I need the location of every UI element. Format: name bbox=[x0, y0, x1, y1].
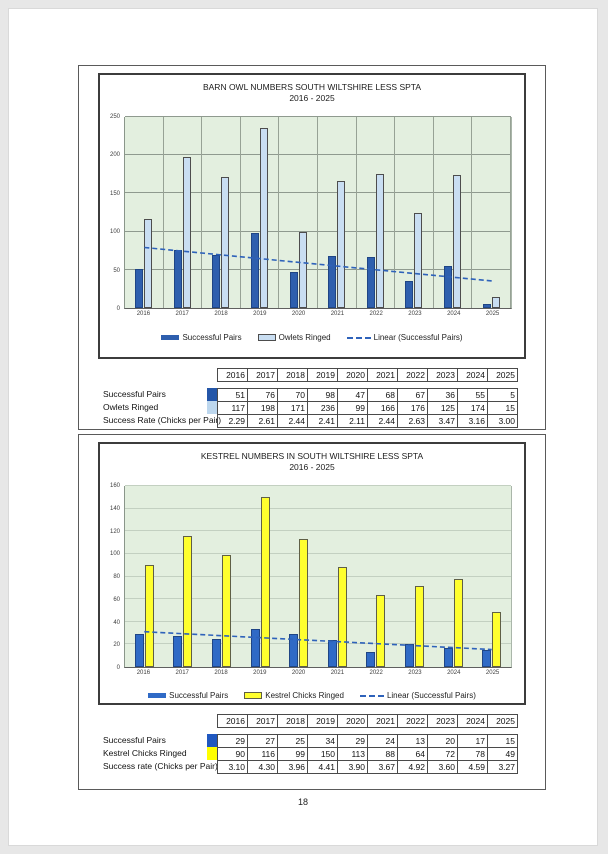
bar-successful-pairs-2020 bbox=[289, 634, 298, 667]
y-axis-tick-label: 20 bbox=[113, 642, 120, 649]
x-axis-tick-label: 2017 bbox=[175, 311, 189, 317]
table-value-cell: 3.47 bbox=[427, 414, 458, 428]
page-number: 18 bbox=[297, 797, 308, 807]
legend-label: Owlets Ringed bbox=[278, 333, 331, 342]
chart-title-line2: 2016 - 2025 bbox=[289, 93, 335, 103]
x-axis-tick-label: 2025 bbox=[485, 311, 500, 317]
bar-owlets-ringed-2024 bbox=[453, 175, 461, 308]
table-row bbox=[103, 414, 545, 428]
table-value-cell: 125 bbox=[427, 401, 458, 415]
table-row-swatch bbox=[207, 414, 217, 427]
bar-successful-pairs-2019 bbox=[251, 233, 259, 308]
table-year-cell: 2018 bbox=[277, 714, 308, 728]
bar-kestrel-chicks-ringed-2025 bbox=[492, 612, 501, 667]
legend-label: Successful Pairs bbox=[169, 691, 229, 700]
y-axis-tick-label: 120 bbox=[109, 528, 120, 535]
plot-area-wrap bbox=[109, 114, 512, 312]
table-value-cell: 5 bbox=[487, 388, 518, 402]
table-row-label: Owlets Ringed bbox=[103, 402, 159, 412]
table-value-cell: 4.92 bbox=[397, 760, 428, 774]
y-axis-tick-label: 80 bbox=[113, 574, 120, 580]
table-value-cell: 236 bbox=[307, 401, 338, 415]
table-year-cell: 2023 bbox=[427, 368, 458, 382]
category-group-2023 bbox=[395, 117, 434, 308]
table-value-cell: 166 bbox=[367, 401, 398, 415]
table-value-cell: 174 bbox=[457, 401, 488, 415]
category-group-2018 bbox=[202, 117, 241, 308]
bar-groups bbox=[125, 486, 511, 667]
table-value-cell: 70 bbox=[277, 388, 308, 402]
table-row-label: Kestrel Chicks Ringed bbox=[103, 748, 187, 758]
y-axis-tick-label: 60 bbox=[113, 596, 120, 603]
x-axis-tick-label: 2021 bbox=[330, 311, 345, 317]
x-axis-tick-label: 2024 bbox=[447, 311, 461, 317]
bar-kestrel-chicks-ringed-2016 bbox=[145, 565, 154, 667]
legend-item bbox=[347, 333, 463, 342]
chart-legend bbox=[100, 333, 524, 342]
table-row bbox=[103, 760, 545, 774]
bar-successful-pairs-2021 bbox=[328, 256, 336, 308]
table-row bbox=[103, 747, 545, 761]
table-value-cell: 98 bbox=[307, 388, 338, 402]
table-value-cell: 67 bbox=[397, 388, 428, 402]
chart-title-line1: KESTREL NUMBERS IN SOUTH WILTSHIRE LESS SPTA bbox=[200, 451, 424, 461]
legend-swatch-outlined bbox=[244, 692, 262, 699]
table-value-cell: 25 bbox=[277, 734, 308, 748]
bar-kestrel-chicks-ringed-2021 bbox=[338, 567, 347, 667]
legend-item bbox=[161, 333, 241, 342]
x-axis-tick-label: 2021 bbox=[330, 670, 345, 676]
table-value-cell: 176 bbox=[397, 401, 428, 415]
legend-item bbox=[244, 691, 344, 700]
bar-owlets-ringed-2025 bbox=[492, 297, 500, 308]
table-value-cell: 2.41 bbox=[307, 414, 338, 428]
table-year-cell: 2016 bbox=[217, 368, 248, 382]
table-year-cell: 2023 bbox=[427, 714, 458, 728]
x-axis-tick-label: 2018 bbox=[214, 311, 228, 317]
table-value-cell: 2.11 bbox=[337, 414, 368, 428]
x-axis-labels bbox=[124, 311, 512, 317]
bar-successful-pairs-2019 bbox=[251, 629, 260, 667]
bar-successful-pairs-2024 bbox=[444, 648, 453, 667]
x-axis-tick-label: 2016 bbox=[136, 670, 151, 676]
legend-swatch-solid bbox=[148, 693, 166, 698]
table-value-cell: 78 bbox=[457, 747, 488, 761]
bar-successful-pairs-2023 bbox=[405, 281, 413, 309]
data-table-kestrel bbox=[103, 714, 545, 774]
table-value-cell: 64 bbox=[397, 747, 428, 761]
table-value-cell: 117 bbox=[217, 401, 248, 415]
table-row-swatch bbox=[207, 401, 217, 414]
bar-successful-pairs-2022 bbox=[367, 257, 375, 308]
table-year-cell: 2022 bbox=[397, 368, 428, 382]
table-data-rows bbox=[103, 734, 545, 774]
x-axis-tick-label: 2022 bbox=[369, 311, 383, 317]
y-axis-tick-label: 140 bbox=[109, 505, 120, 512]
y-axis-tick-label: 0 bbox=[116, 306, 120, 312]
table-row bbox=[103, 401, 545, 415]
table-year-cell: 2025 bbox=[487, 368, 518, 382]
x-axis-tick-label: 2018 bbox=[214, 670, 228, 676]
category-group-2018 bbox=[202, 486, 241, 667]
table-value-cell: 116 bbox=[247, 747, 278, 761]
table-value-cell: 47 bbox=[337, 388, 368, 402]
table-value-cell: 29 bbox=[337, 734, 368, 748]
table-year-cell: 2017 bbox=[247, 368, 278, 382]
table-year-cell: 2021 bbox=[367, 714, 398, 728]
barn-owl-section bbox=[78, 65, 546, 430]
table-year-cell: 2019 bbox=[307, 368, 338, 382]
table-value-cell: 3.16 bbox=[457, 414, 488, 428]
plot-area bbox=[124, 117, 512, 309]
table-value-cell: 20 bbox=[427, 734, 458, 748]
table-value-cell: 3.10 bbox=[217, 760, 248, 774]
y-axis-tick-label: 0 bbox=[116, 665, 120, 671]
bar-successful-pairs-2017 bbox=[173, 636, 182, 667]
table-year-cell: 2025 bbox=[487, 714, 518, 728]
table-value-cell: 36 bbox=[427, 388, 458, 402]
bar-owlets-ringed-2019 bbox=[260, 128, 268, 308]
x-axis-tick-label: 2019 bbox=[253, 670, 267, 676]
table-year-cell: 2020 bbox=[337, 714, 368, 728]
table-value-cell: 24 bbox=[367, 734, 398, 748]
y-axis-tick-label: 100 bbox=[109, 229, 120, 236]
bar-kestrel-chicks-ringed-2020 bbox=[299, 539, 308, 667]
category-group-2017 bbox=[164, 117, 203, 308]
table-value-cell: 15 bbox=[487, 734, 518, 748]
data-table-barn-owl bbox=[103, 368, 545, 428]
table-value-cell: 76 bbox=[247, 388, 278, 402]
bar-successful-pairs-2016 bbox=[135, 634, 144, 667]
category-group-2020 bbox=[279, 486, 318, 667]
table-data-rows bbox=[103, 388, 545, 428]
y-axis-tick-label: 200 bbox=[109, 152, 120, 159]
table-value-cell: 3.96 bbox=[277, 760, 308, 774]
table-row-swatch bbox=[207, 747, 217, 760]
bar-successful-pairs-2025 bbox=[482, 650, 491, 667]
legend-swatch-dashed-line bbox=[360, 695, 384, 697]
table-value-cell: 88 bbox=[367, 747, 398, 761]
bar-successful-pairs-2018 bbox=[212, 639, 221, 667]
chart-legend bbox=[100, 691, 524, 700]
category-group-2025 bbox=[472, 486, 511, 667]
bar-kestrel-chicks-ringed-2022 bbox=[376, 595, 385, 667]
table-value-cell: 55 bbox=[457, 388, 488, 402]
table-value-cell: 68 bbox=[367, 388, 398, 402]
bar-successful-pairs-2020 bbox=[290, 272, 298, 308]
table-value-cell: 3.67 bbox=[367, 760, 398, 774]
legend-label: Linear (Successful Pairs) bbox=[373, 333, 463, 342]
x-axis-tick-label: 2023 bbox=[408, 670, 422, 676]
table-row-label: Successful Pairs bbox=[103, 389, 166, 399]
table-value-cell: 2.61 bbox=[247, 414, 278, 428]
table-value-cell: 2.44 bbox=[277, 414, 308, 428]
category-group-2021 bbox=[318, 117, 357, 308]
table-row bbox=[103, 734, 545, 748]
table-year-cell: 2021 bbox=[367, 368, 398, 382]
bar-successful-pairs-2021 bbox=[328, 640, 337, 667]
category-group-2022 bbox=[357, 117, 396, 308]
bar-owlets-ringed-2016 bbox=[144, 219, 152, 308]
y-axis-tick-label: 250 bbox=[109, 114, 120, 120]
bar-successful-pairs-2016 bbox=[135, 269, 143, 308]
legend-label: Linear (Successful Pairs) bbox=[386, 691, 476, 700]
category-group-2020 bbox=[279, 117, 318, 308]
table-value-cell: 3.60 bbox=[427, 760, 458, 774]
bar-owlets-ringed-2023 bbox=[414, 213, 422, 309]
table-value-cell: 17 bbox=[457, 734, 488, 748]
category-group-2021 bbox=[318, 486, 357, 667]
legend-item bbox=[360, 691, 476, 700]
x-axis-tick-label: 2023 bbox=[408, 311, 422, 317]
legend-label: Successful Pairs bbox=[182, 333, 242, 342]
x-axis-tick-label: 2024 bbox=[447, 670, 461, 676]
table-value-cell: 2.63 bbox=[397, 414, 428, 428]
bar-successful-pairs-2025 bbox=[483, 304, 491, 308]
table-row-swatch bbox=[207, 388, 217, 401]
table-value-cell: 150 bbox=[307, 747, 338, 761]
table-year-cell: 2019 bbox=[307, 714, 338, 728]
table-row-label: Successful Pairs bbox=[103, 735, 166, 745]
table-value-cell: 99 bbox=[277, 747, 308, 761]
y-axis-tick-label: 100 bbox=[109, 551, 120, 558]
bar-owlets-ringed-2017 bbox=[183, 157, 191, 308]
x-axis-tick-label: 2025 bbox=[485, 670, 500, 676]
category-group-2019 bbox=[241, 486, 280, 667]
legend-swatch-solid bbox=[161, 335, 179, 340]
table-row-label: Success Rate (Chicks per Pair) bbox=[103, 415, 222, 425]
table-row-label: Success rate (Chicks per Pair) bbox=[103, 761, 218, 771]
chart-frame bbox=[98, 73, 526, 359]
category-group-2023 bbox=[395, 486, 434, 667]
table-value-cell: 3.90 bbox=[337, 760, 368, 774]
table-value-cell: 34 bbox=[307, 734, 338, 748]
table-year-cell: 2022 bbox=[397, 714, 428, 728]
table-value-cell: 27 bbox=[247, 734, 278, 748]
table-year-cell: 2018 bbox=[277, 368, 308, 382]
category-group-2016 bbox=[125, 486, 164, 667]
category-group-2024 bbox=[434, 486, 473, 667]
table-value-cell: 4.41 bbox=[307, 760, 338, 774]
bar-kestrel-chicks-ringed-2024 bbox=[454, 579, 463, 667]
chart-title-line1: BARN OWL NUMBERS SOUTH WILTSHIRE LESS SPTA bbox=[202, 82, 422, 92]
bar-owlets-ringed-2022 bbox=[376, 174, 384, 308]
y-axis-tick-label: 150 bbox=[109, 190, 120, 197]
table-value-cell: 3.27 bbox=[487, 760, 518, 774]
bar-successful-pairs-2018 bbox=[212, 255, 220, 308]
table-row-swatch bbox=[207, 760, 217, 773]
table-year-cell: 2016 bbox=[217, 714, 248, 728]
table-value-cell: 99 bbox=[337, 401, 368, 415]
legend-label: Kestrel Chicks Ringed bbox=[265, 691, 344, 700]
bar-successful-pairs-2017 bbox=[174, 250, 182, 308]
legend-swatch-dashed-line bbox=[347, 337, 371, 339]
table-row-swatch bbox=[207, 734, 217, 747]
category-group-2019 bbox=[241, 117, 280, 308]
table-value-cell: 29 bbox=[217, 734, 248, 748]
bar-groups bbox=[125, 117, 511, 308]
table-value-cell: 2.29 bbox=[217, 414, 248, 428]
bar-kestrel-chicks-ringed-2019 bbox=[261, 497, 270, 667]
x-axis-labels bbox=[124, 670, 512, 676]
table-value-cell: 49 bbox=[487, 747, 518, 761]
kestrel-section bbox=[78, 434, 546, 790]
y-axis-tick-label: 50 bbox=[113, 267, 120, 274]
table-year-cell: 2024 bbox=[457, 714, 488, 728]
table-value-cell: 51 bbox=[217, 388, 248, 402]
bar-kestrel-chicks-ringed-2017 bbox=[183, 536, 192, 667]
table-year-cell: 2020 bbox=[337, 368, 368, 382]
bar-owlets-ringed-2021 bbox=[337, 181, 345, 308]
table-value-cell: 4.30 bbox=[247, 760, 278, 774]
category-group-2025 bbox=[472, 117, 511, 308]
bar-successful-pairs-2022 bbox=[366, 652, 375, 667]
bar-successful-pairs-2024 bbox=[444, 266, 452, 308]
bar-owlets-ringed-2018 bbox=[221, 177, 229, 308]
table-value-cell: 90 bbox=[217, 747, 248, 761]
table-row bbox=[103, 388, 545, 402]
table-year-cell: 2024 bbox=[457, 368, 488, 382]
plot-area bbox=[124, 486, 512, 668]
bar-owlets-ringed-2020 bbox=[299, 232, 307, 308]
x-axis-tick-label: 2016 bbox=[136, 311, 151, 317]
x-axis-tick-label: 2020 bbox=[291, 311, 306, 317]
table-value-cell: 171 bbox=[277, 401, 308, 415]
table-value-cell: 3.00 bbox=[487, 414, 518, 428]
legend-item bbox=[148, 691, 228, 700]
x-axis-tick-label: 2020 bbox=[291, 670, 306, 676]
x-axis-tick-label: 2019 bbox=[253, 311, 267, 317]
category-group-2017 bbox=[164, 486, 203, 667]
table-value-cell: 198 bbox=[247, 401, 278, 415]
x-axis-tick-label: 2022 bbox=[369, 670, 383, 676]
table-value-cell: 2.44 bbox=[367, 414, 398, 428]
chart-frame bbox=[98, 442, 526, 705]
table-value-cell: 4.59 bbox=[457, 760, 488, 774]
table-value-cell: 13 bbox=[397, 734, 428, 748]
bar-kestrel-chicks-ringed-2018 bbox=[222, 555, 231, 667]
table-value-cell: 72 bbox=[427, 747, 458, 761]
y-axis-tick-label: 40 bbox=[113, 619, 120, 626]
category-group-2024 bbox=[434, 117, 473, 308]
y-axis-tick-label: 160 bbox=[109, 483, 120, 489]
bar-kestrel-chicks-ringed-2023 bbox=[415, 586, 424, 667]
table-value-cell: 113 bbox=[337, 747, 368, 761]
bar-successful-pairs-2023 bbox=[405, 644, 414, 667]
document-page bbox=[8, 8, 598, 846]
x-axis-tick-label: 2017 bbox=[175, 670, 189, 676]
table-year-cell: 2017 bbox=[247, 714, 278, 728]
chart-title-line2: 2016 - 2025 bbox=[289, 462, 335, 472]
legend-item bbox=[258, 333, 331, 342]
table-value-cell: 15 bbox=[487, 401, 518, 415]
category-group-2022 bbox=[357, 486, 396, 667]
category-group-2016 bbox=[125, 117, 164, 308]
table-year-header-row bbox=[217, 714, 545, 728]
legend-swatch-outlined bbox=[258, 334, 276, 341]
plot-area-wrap bbox=[109, 483, 512, 671]
table-year-header-row bbox=[217, 368, 545, 382]
